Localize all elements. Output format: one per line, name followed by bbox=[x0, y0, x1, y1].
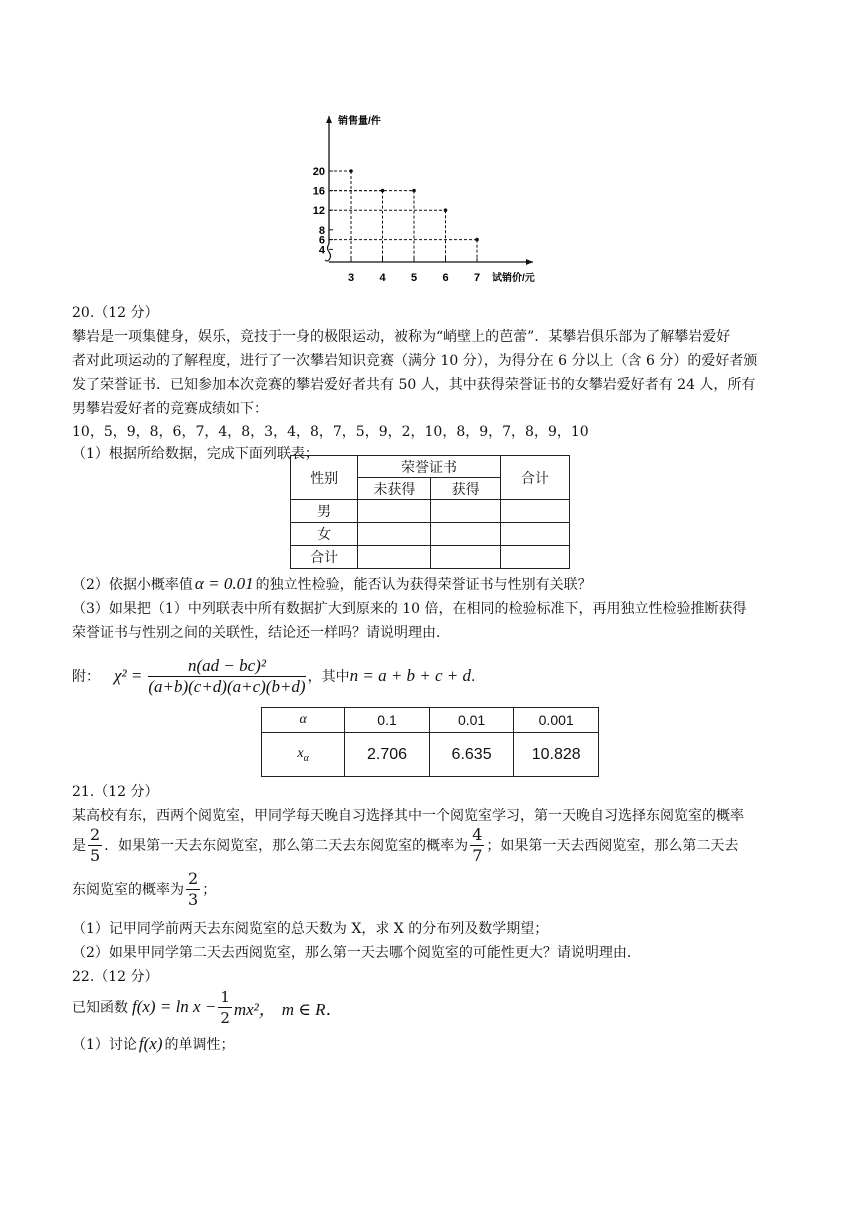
cell bbox=[500, 500, 569, 523]
y-tick-label: 8 bbox=[318, 224, 325, 237]
q20-sub-3-line-1: （3）如果把（1）中列联表中所有数据扩大到原来的 10 倍，在相同的检验标准下，再用独立性检验推断获得 bbox=[72, 601, 747, 617]
cell bbox=[500, 523, 569, 546]
y-tick-label: 12 bbox=[312, 205, 325, 218]
q20-para-4: 男攀岩爱好者的竞赛成绩如下： bbox=[72, 401, 268, 417]
q22-header: 22.（12 分） bbox=[72, 969, 159, 985]
header-total: 合计 bbox=[500, 456, 569, 500]
critical-value: 10.828 bbox=[514, 733, 599, 777]
q20-sub-2: （2）依据小概率值 α = 0.01 的独立性检验，能否认为获得荣誉证书与性别有关联？ bbox=[72, 574, 592, 593]
y-tick-label: 16 bbox=[312, 185, 325, 198]
axis-break bbox=[325, 244, 331, 261]
q21-header: 21.（12 分） bbox=[72, 784, 159, 800]
alpha-value: 0.001 bbox=[514, 708, 599, 733]
row-female: 女 bbox=[291, 523, 358, 546]
q20-sub-1: （1）根据所给数据，完成下面列联表； bbox=[72, 446, 319, 462]
q20-para-3: 发了荣誉证书．已知参加本次竞赛的攀岩爱好者共有 50 人，其中获得荣誉证书的女攀岩爱好者有 24 人，所有 bbox=[72, 377, 756, 393]
cell bbox=[431, 546, 500, 569]
critical-value: 6.635 bbox=[429, 733, 514, 777]
row-male: 男 bbox=[291, 500, 358, 523]
price-sales-chart bbox=[300, 104, 560, 294]
alpha-label: α bbox=[262, 708, 345, 733]
y-tick-label: 20 bbox=[312, 166, 325, 178]
header-got: 获得 bbox=[431, 478, 500, 500]
header-not-got: 未获得 bbox=[358, 478, 431, 500]
q20-scores: 10，5，9，8，6，7，4，8，3，4，8，7，5，9，2，10，8，9，7，8，9，10 bbox=[72, 424, 589, 440]
q21-para-2: 是 $\frac{2}{5}$ ．如果第一天去东阅览室，那么第二天去东阅览室的概率为 $\frac{4}{7}$ ；如果第一天去西阅览室，那么第二天去 bbox=[72, 824, 739, 865]
x-tick-label: 7 bbox=[473, 272, 481, 284]
cell bbox=[358, 523, 431, 546]
header-honor: 荣誉证书 bbox=[358, 456, 500, 478]
x-axis-arrow bbox=[526, 259, 533, 265]
x-tick-label: 3 bbox=[347, 272, 355, 284]
q21-sub-2: （2）如果甲同学第二天去西阅览室，那么第一天去哪个阅览室的可能性更大？请说明理由． bbox=[72, 945, 641, 961]
cell bbox=[500, 546, 569, 569]
cell bbox=[358, 500, 431, 523]
data-point bbox=[475, 238, 479, 242]
q20-sub-3-line-2: 荣誉证书与性别之间的关联性，结论还一样吗？请说明理由． bbox=[72, 625, 450, 641]
x-tick-label: 6 bbox=[442, 272, 449, 284]
data-point bbox=[412, 189, 416, 193]
row-total: 合计 bbox=[291, 546, 358, 569]
critical-value: 2.706 bbox=[345, 733, 430, 777]
y-tick-label: 4 bbox=[318, 244, 325, 257]
alpha-value: 0.1 bbox=[345, 708, 430, 733]
x-tick-label: 5 bbox=[410, 272, 418, 284]
cell bbox=[431, 523, 500, 546]
y-axis-arrow bbox=[326, 116, 332, 123]
contingency-table bbox=[290, 455, 570, 569]
cell bbox=[431, 500, 500, 523]
x-tick-label: 4 bbox=[379, 272, 386, 284]
y-tick-label: 6 bbox=[318, 234, 325, 247]
q20-para-2: 者对此项运动的了解程度，进行了一次攀岩知识竞赛（满分 10 分），为得分在 6 分以上（含 6 分）的爱好者颁 bbox=[72, 353, 758, 369]
q22-function: 已知函数 f(x) = ln x − $\frac{1}{2}$ mx²， m ∈ R． bbox=[72, 987, 343, 1027]
q20-header: 20.（12 分） bbox=[72, 305, 159, 321]
q20-para-1: 攀岩是一项集健身，娱乐，竞技于一身的极限运动，被称为“峭壁上的芭蕾”．某攀岩俱乐部为了解攀岩爱好 bbox=[72, 329, 731, 345]
q21-para-3: 东阅览室的概率为 $\frac{2}{3}$ ； bbox=[72, 868, 217, 909]
alpha-value: 0.01 bbox=[429, 708, 514, 733]
x-alpha-label: $x_\alpha$ bbox=[262, 733, 345, 777]
header-gender: 性别 bbox=[291, 456, 358, 500]
q22-sub-1: （1）讨论 f(x) 的单调性； bbox=[72, 1034, 235, 1053]
critical-value-table bbox=[261, 707, 599, 777]
data-point bbox=[349, 169, 353, 173]
q21-para-1: 某高校有东，西两个阅览室，甲同学每天晚自习选择其中一个阅览室学习，第一天晚自习选择东阅览室的概率 bbox=[72, 808, 744, 824]
cell bbox=[358, 546, 431, 569]
y-axis-label: 销售量/件 bbox=[338, 116, 381, 127]
x-axis-label: 试销价/元 bbox=[492, 273, 535, 284]
q21-sub-1: （1）记甲同学前两天去东阅览室的总天数为 X，求 X 的分布列及数学期望； bbox=[72, 921, 549, 937]
chi-square-formula: 附： χ² = $\frac{\text{n(ad − bc)²}}{(a+b)(c+d)(a+c)(b+d)}$ ，其中 n = a + b + c + d ． bbox=[72, 655, 486, 696]
data-point bbox=[444, 208, 448, 212]
